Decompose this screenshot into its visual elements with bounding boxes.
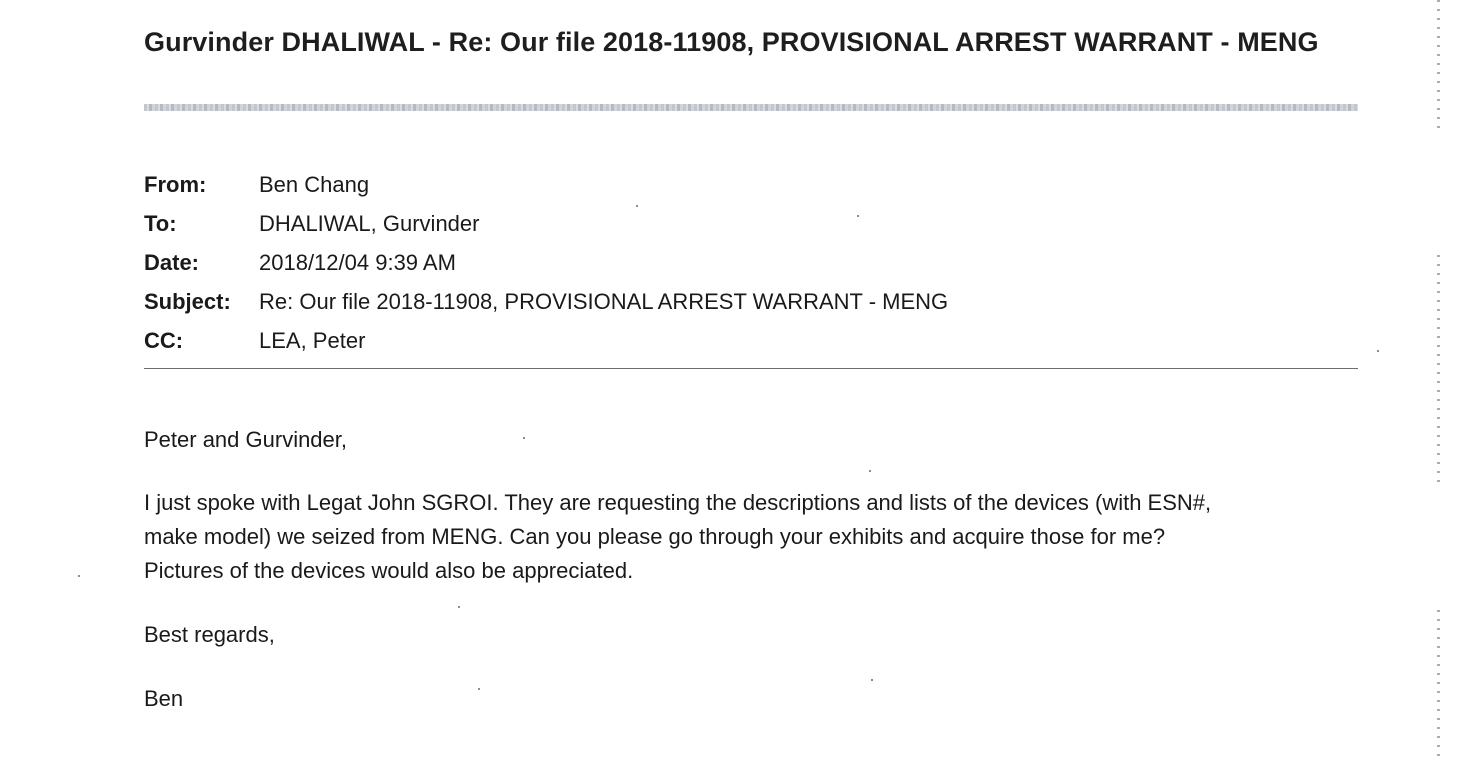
scan-margin-noise xyxy=(1437,0,1440,130)
date-value: 2018/12/04 9:39 AM xyxy=(259,250,456,275)
email-closing: Best regards, xyxy=(144,622,275,647)
scan-speck xyxy=(478,688,480,690)
from-value: Ben Chang xyxy=(259,172,370,197)
title-divider xyxy=(144,104,1358,111)
email-body-paragraph xyxy=(144,486,1324,588)
cc-value: LEA, Peter xyxy=(259,328,366,353)
email-signature: Ben xyxy=(144,686,184,711)
date-label: Date: xyxy=(144,250,200,275)
subject-label: Subject: xyxy=(144,289,231,314)
email-greeting: Peter and Gurvinder, xyxy=(144,427,348,452)
scan-margin-noise xyxy=(1437,255,1440,485)
subject-value: Re: Our file 2018-11908, PROVISIONAL ARREST WARRANT - MENG xyxy=(259,289,949,314)
body-line: Pictures of the devices would also be appreciated. xyxy=(144,558,634,583)
scan-speck xyxy=(871,679,873,681)
scan-speck xyxy=(636,205,638,207)
from-label: From: xyxy=(144,172,207,197)
body-line: I just spoke with Legat John SGROI. They are requesting the descriptions and lists of the devices (with ESN#, xyxy=(144,490,1212,515)
scan-speck xyxy=(523,437,525,439)
scan-speck xyxy=(869,470,871,472)
to-value: DHALIWAL, Gurvinder xyxy=(259,211,480,236)
cc-label: CC: xyxy=(144,328,184,353)
scan-speck xyxy=(78,575,80,577)
to-label: To: xyxy=(144,211,177,236)
header-divider xyxy=(144,368,1358,369)
scan-speck xyxy=(458,606,460,608)
scan-speck xyxy=(1377,350,1379,352)
scan-margin-noise xyxy=(1437,610,1440,761)
scan-speck xyxy=(857,215,859,217)
body-line: make model) we seized from MENG. Can you please go through your exhibits and acquire those for me? xyxy=(144,524,1166,549)
email-title: Gurvinder DHALIWAL - Re: Our file 2018-11908, PROVISIONAL ARREST WARRANT - MENG xyxy=(144,27,1319,57)
